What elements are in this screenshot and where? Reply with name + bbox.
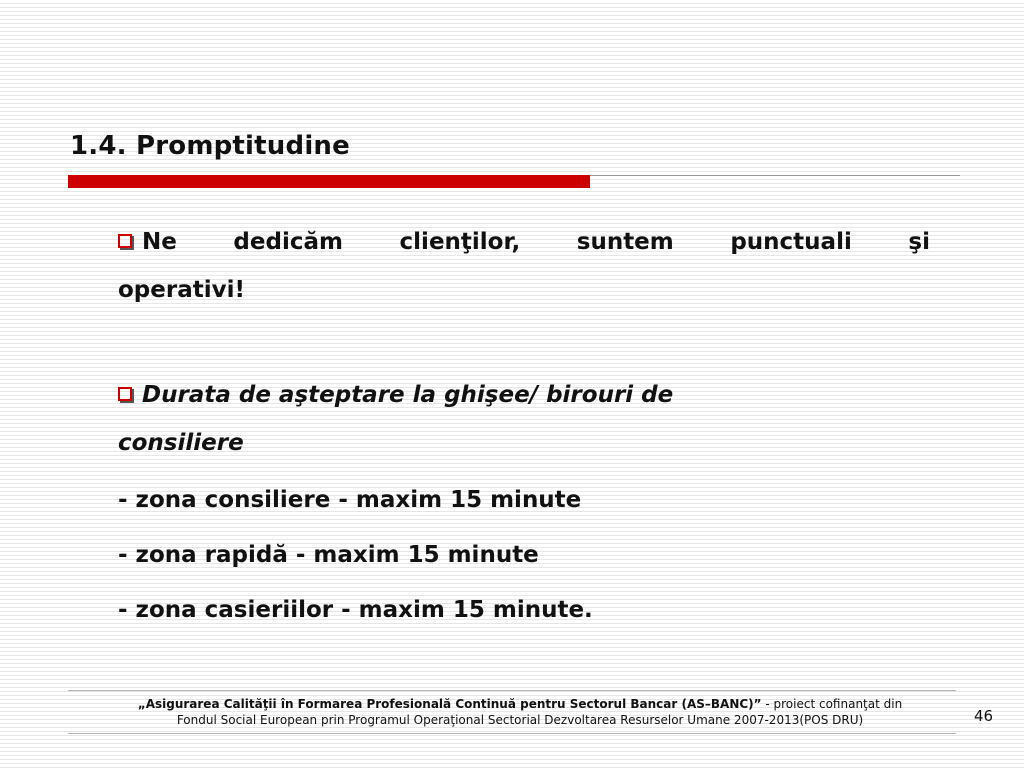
title-underline-gray-line <box>590 175 960 176</box>
footer-divider-top <box>68 690 956 691</box>
bullet-text-line1: Durata de aşteptare la ghişee/ birouri de <box>142 382 674 408</box>
hollow-square-bullet-icon <box>118 234 132 248</box>
page-number: 46 <box>974 707 994 725</box>
bullet-text-line1: Ne dedicăm clienţilor, suntem punctuali şi <box>142 229 930 255</box>
list-item-rapida: - zona rapidă - maxim 15 minute <box>118 542 539 568</box>
footer-cofinance-text: - proiect cofinanţat din <box>761 697 903 711</box>
footer-fund-text: Fondul Social European prin Programul Operaţional Sectorial Dezvoltarea Resurselor Umane 2007-2013(POS DRU) <box>176 713 864 727</box>
bullet-text-line2: consiliere <box>118 430 244 456</box>
footer-divider-bottom <box>68 733 956 734</box>
bullet-item-promptness <box>118 218 930 314</box>
title-underline-red-bar <box>68 175 590 188</box>
bullet-line-2: operativi! <box>118 277 245 303</box>
hollow-square-bullet-icon <box>118 387 132 401</box>
bullet-item-waiting-time <box>118 371 930 467</box>
footer-project-info <box>80 696 960 728</box>
bullet-line-1 <box>118 218 930 266</box>
waiting-times-list <box>118 473 593 638</box>
footer-project-name: „Asigurarea Calităţii în Formarea Profesională Continuă pentru Sectorul Bancar (AS–BANC)” <box>137 697 762 711</box>
slide-title: 1.4. Promptitudine <box>70 131 350 161</box>
list-item-consiliere: - zona consiliere - maxim 15 minute <box>118 487 582 513</box>
list-item-casierii: - zona casieriilor - maxim 15 minute. <box>118 597 593 623</box>
